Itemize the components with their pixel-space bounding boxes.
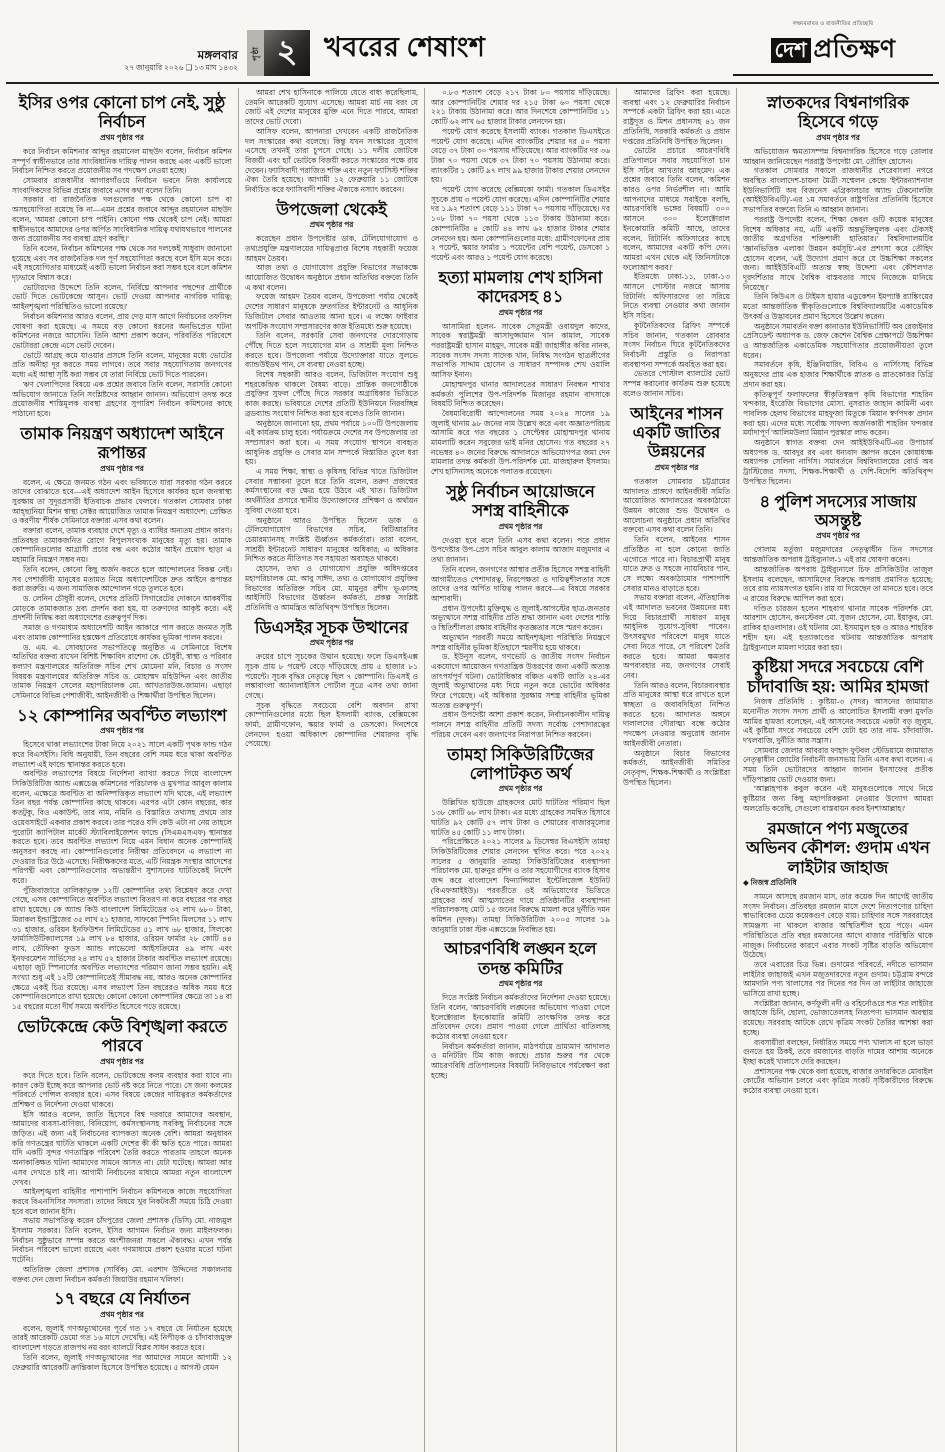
article-paragraph: সভায় বক্তারা বলেন, ঐতিহাসিক এই আদালত ভবনের উন্নয়নের মধ্য দিয়ে বিচারপ্রার্থী সাধারণ মানুষ আধুনিক সুযোগ-সুবিধা পাবেন। উৎসবমুখর পরিবেশে মানুষ যাতে সেবা নিতে পারে, সে পরিবেশ তৈরি করতে হবে। আমরা ক্ষমতার অপব্যবহার নয়, জনগণের সেবাই নেব। xyxy=(623,593,730,680)
article-paragraph: তিনি বলেন, সরকারি সেবা জনগণের দোরগোড়ায় পৌঁছে দিতে হলে সংযোগের মান ও সাশ্রয়ী মূল্য নিশ্চিত করতে হবে। উপজেলা পর্যায়ে উদ্যোক্তারা যাতে সুলভে ব্যান্ডউইডথ পান, সে ব্যবস্থা নেওয়া হচ্ছে। xyxy=(245,331,418,370)
article-paragraph: অনুষ্ঠানে বিচার বিভাগের কর্মকর্তা, আইনজীবী সমিতির নেতৃবৃন্দ, শিক্ষক-শিক্ষার্থী ও সংশ্লিষ্টরা উপস্থিত ছিলেন। xyxy=(623,748,730,787)
page-number-box xyxy=(264,30,310,76)
continued-label: প্রথম পৃষ্ঠার পর xyxy=(309,638,354,648)
article-headline: হত্যা মামলায় শেখ হাসিনা কাদেরসহ ৪১ xyxy=(438,267,603,307)
article-paragraph: ভোটারদের উদ্দেশে তিনি বলেন, 'নির্বিঘ্নে আপনার পছন্দের প্রার্থীকে ভোট দিতে ভোটকেন্দ্রে আসুন। ভোট দেওয়া আপনার নাগরিক দায়িত্ব; আইনশৃঙ্খলা পরিস্থিতিও ভালো রয়েছে।' xyxy=(12,282,232,312)
article-paragraph: আসামিরা হলেন- সাবেক সেতুমন্ত্রী ওবায়দুল কাদের, সাবেক স্বরাষ্ট্রমন্ত্রী আসাদুজ্জামান খান কামাল, সাবেক পররাষ্ট্রমন্ত্রী হাসান মাহমুদ, সাবেক মন্ত্রী জাহাঙ্গীর কবির নানক, সাবেক সংসদ সদস্য সাদেক খান, নিষিদ্ধ সংগঠন ছাত্রলীগের সভাপতি সাদ্দাম হোসেন ও সাধারণ সম্পাদক শেখ ওয়ালি আসিফ ইনান। xyxy=(431,321,610,380)
article-paragraph: করেছেন প্রধান উপদেষ্টার ডাক, টেলিযোগাযোগ ও তথ্যপ্রযুক্তি মন্ত্রণালয়ের দায়িত্বপ্রাপ্ত বিশেষ সহকারী ফয়েজ আহমদ তৈয়ব। xyxy=(245,234,418,263)
article xyxy=(12,1289,232,1372)
article-paragraph: গতকাল সোমবার সকালে রাজধানীর শেরেবাংলা নগরে অবস্থিত বাংলাদেশ-চায়না মৈত্রী সম্মেলন কেন্দ্রে 'ইন্টারন্যাশনাল ইউনিভার্সিটি অব বিজনেস এগ্রিকালচার অ্যান্ড টেকনোলজি (আইইউবিএটি)'-এর ১ম সমাবর্তনে রাষ্ট্রপতির প্রতিনিধি হিসেবে সভাপতির বক্তব্যে তিনি এ আহ্বান জানান। xyxy=(743,166,933,215)
article-paragraph: অভ্যুত্থান পরবর্তী সময়ে আইনশৃঙ্খলা পরিস্থিতি নিয়ন্ত্রণে সশস্ত্র বাহিনীর ভূমিকা ইতিহাসে স্মরণীয় হয়ে থাকবে। xyxy=(431,632,610,652)
continued-label: প্রথম পৃষ্ঠার পর xyxy=(100,1056,144,1066)
article xyxy=(12,706,232,1012)
article-paragraph: অনুষ্ঠানে জানানো হয়, প্রথম পর্যায়ে ১০০টি উপজেলায় এই কার্যক্রম চালু হবে। পর্যায়ক্রমে দেশের সব উপজেলায় তা সম্প্রসারণ করা হবে। এ সময় সংযোগ স্থাপনে ব্যবহৃত আধুনিক প্রযুক্তি ও সেবার মান সম্পর্কে বিস্তারিত তুলে ধরা হয়। xyxy=(245,418,418,467)
article-paragraph: সোমবার রাজধানীর আগারগাঁওয়ে নির্বাচন ভবনে নিজ কার্যালয়ে সাংবাদিকদের বিভিন্ন প্রশ্নের জবাবে এসব কথা বলেন তিনি। xyxy=(12,176,232,195)
article-paragraph: ঋণ খেলাপিদের বিষয়ে এক প্রশ্নের জবাবে তিনি বলেন, সরাসরি কোনো অভিযোগ জানাতে তিনি সংশ্লিষ্টদের আহ্বান জানান। অভিযোগ তদন্ত করে প্রয়োজনীয় শাস্তিমূলক ব্যবস্থা গ্রহণের সুপারিশ নির্বাচন কমিশনের কাছে পাঠানো হবে। xyxy=(12,379,232,418)
article-paragraph: কূটনৈতিকদের ব্রিফিং সম্পর্কে সচিব জানান, গতকাল রোববার সংসদ নির্বাচন ঘিরে কূটনৈতিকদের নির্বাচনী প্রস্তুতি ও নিরাপত্তা ব্যবস্থাপনা সম্পর্কে অবহিত করা হয়। xyxy=(623,320,730,369)
continued-label: প্রথম পৃষ্ঠার পর xyxy=(309,220,354,230)
continued-label: প্রথম পৃষ্ঠার পর xyxy=(100,132,144,142)
article-paragraph: উল্লিখিত হাউজে গ্রাহকদের মোট ঘাটতির পরিমাণ ছিল ১৩৮ কোটি ৬৮ লাখ টাকা। এর মধ্যে গ্রাহকের সমন্বিত হিসাবে ঘাটতি ৯২ কোটি ৫৭ লাখ টাকা ও শেয়ারের বাজারমূল্যের ঘাটতি ৪৫ কোটি ১১ লাখ টাকা। xyxy=(431,798,610,837)
article-headline: ভোটকেন্দ্রে কেউ বিশৃঙ্খলা করতে পারবে xyxy=(16,1016,228,1056)
article-paragraph: আসিফ বলেন, আপনারা দেখবেন একটি রাজনৈতিক দল সংস্কারের কথা বলেছে। কিন্তু যখন সংস্কারের সুযোগ এসেছে তখনই তারা চুপসে গেছে। ১১ দলীয় জোটকে বিজয়ী এবং হ্যাঁ ভোটকে বিজয়ী করতে সংস্কারের পক্ষে রায় দেবেন। ফ্যাসিবাদী পরাজিত শক্তি এবং নতুন ফ্যাসিস্ট শক্তির ঐক্য তৈরি হয়েছে। আগামী ১২ ফেব্রুয়ারি ১১ জোটকে নির্বাচিত করে ফ্যাসিবাদী শক্তির ঐক্যকে নস্যাৎ করবেন। xyxy=(245,126,418,195)
article-headline: আচরণবিধি লঙ্ঘন হলে তদন্ত কমিটির xyxy=(444,939,597,978)
column-5 xyxy=(736,88,939,1452)
article-headline: সুষ্ঠু নির্বাচন আয়োজনে সশস্ত্র বাহিনীকে xyxy=(446,481,595,521)
article-paragraph: তিনি কিউএস ও টাইমস হায়ার এডুকেশন ইমপ্যাক্ট র‍্যাঙ্কিংয়ের মতো আন্তর্জাতিক স্বীকৃতিগুলোকে বিশ্ববিদ্যালয়টির একাডেমিক উৎকর্ষ ও উদ্ভাবনের প্রমাণ হিসেবে উল্লেখ করেন। xyxy=(743,292,933,321)
article-paragraph: ফয়েজ আহমদ তৈয়ব বলেন, উপজেলা পর্যায় থেকেই দেশের সাধারণ মানুষকে দ্রুতগতির ইন্টারনেট ও আধুনিক ডিজিটাল সেবার আওতায় আনা হবে। এ লক্ষ্যে ফাইবার অপটিক সংযোগ সম্প্রসারণের কাজ ইতিমধ্যে শুরু হয়েছে। xyxy=(245,292,418,331)
article-paragraph: অবণ্টিত লভ্যাংশের বিষয়ে নির্দেশনা ব্যাখ্যা করতে গিয়ে বাংলাদেশ সিকিউরিটিজ অ্যান্ড এক্সচেঞ্জ কমিশনের পরিচালক ও মুখপাত্র আবুল কালাম বলেন, এক্ষেত্রে অবণ্টিত বা অনিষ্পত্তিকৃত লভ্যাংশ যদি থাকে, এই লভ্যাংশ তিন বছর পর্যন্ত কোম্পানির কাছে থাকবে। এরপর এটা কোন বছরের, কার কতটুকু, বিও একাউন্ট, তার নাম, নমিনি ও বিস্তারিত তথ্যসহ প্রথমে তার ওয়েবসাইটে একবার প্রকাশ করবে। তার পরেও যদি কেউ এটা না নেয় তাহলে পুরোটা ক্যাপিটাল মার্কেট স্ট্যাবিলাইজেশন ফান্ডে (সিএমএসএফ) স্থানান্তর করতে হবে। তবে অবণ্টিত লভ্যাংশ নিয়ে এমন বিধান অনেক কোম্পানিই অনুসরণ করছে না। কোম্পানিগুলোর নিরীক্ষা প্রতিবেদনে এ লভ্যাংশ না দেওয়ার চিত্র উঠে এসেছে। নিরীক্ষকদের মতে, এটি নিয়ন্ত্রক সংস্থার আদেশের পরিপন্থী এবং কোম্পানিগুলোর অভ্যন্তরীণ সুশাসনের ঘাটতিকেই নির্দেশ করে। xyxy=(12,769,232,886)
page-word-strip xyxy=(247,30,264,76)
logo-underline xyxy=(733,74,933,76)
date-block xyxy=(118,48,238,72)
article-paragraph: এ সময় শিক্ষা, স্বাস্থ্য ও কৃষিসহ বিভিন্ন খাতে ডিজিটাল সেবার সম্ভাবনা তুলে ধরে তিনি বলেন, তরুণ প্রজন্মের কর্মসংস্থানের বড় ক্ষেত্র হয়ে উঠবে এই খাত। ডিজিটাল অর্থনীতির প্রসারে স্থানীয় উদ্যোক্তাদের প্রশিক্ষণ ও অর্থায়ন সুবিধা দেওয়া হবে। xyxy=(245,467,418,515)
article-paragraph: ০.৮৩ শতাংশ বেড়ে ২১৭ টাকা ৮০ পয়সায় দাঁড়িয়েছে। আর কোম্পানিটির শেয়ার দর ২১৫ টাকা ৬০ পয়সা থেকে ২২১ টাকায় উঠানামা করে। আর দিনশেষে কোম্পানিটির ১১ কোটি ৬২ লাখ ৬৫ হাজার টাকার লেনদেন হয়। xyxy=(431,88,610,127)
article-paragraph: হিসেবে থাকা লভ্যাংশের টাকা নিয়ে ২০২১ সালে একটি পৃথক ফান্ড গঠন করে বিএসইসি। বিধি অনুযায়ী, তিন বছরের বেশি সময় ধরে থাকা অবণ্টিত লভ্যাংশ এই ফান্ডে স্থানান্তর করতে হবে। xyxy=(12,740,232,769)
article-headline: রমজানে পণ্য মজুতের অভিনব কৌশল: গুদাম এখন লাইটার জাহাজ xyxy=(746,818,930,877)
article-paragraph: সামনে আসছে রমজান মাস, তার কয়েক দিন আগেই জাতীয় সংসদ নির্বাচন। প্রতিবছর রমজান মাসে দেশে নিত্যপণ্যের চাহিদা স্বাভাবিকের চেয়ে কয়েকগুণ বেড়ে যায়। চাহিদার সঙ্গে সরবরাহের সামঞ্জস্য না থাকলে বাজার অস্থিতিশীল হয়ে পড়ে। এমন পরিস্থিতিতে প্রতি বছর রমজানের আগে বাজার পরিস্থিতি থাকে নাজুক। নির্বাচনের কারণে এবার সংকট সৃষ্টির বাড়তি অভিযোগ উঠেছে। xyxy=(743,892,933,960)
logo-tagline: লক্ষ্যবরাবর ও রাজনীতির প্রতিচ্ছবি xyxy=(792,21,874,27)
continued-label: প্রথম পৃষ্ঠার পর xyxy=(100,463,144,473)
article xyxy=(743,93,933,487)
article-headline: তামহা সিকিউরিটিজের লোপাটকৃত অর্থ xyxy=(447,744,594,784)
continued-label: প্রথম পৃষ্ঠার পর xyxy=(100,1309,144,1319)
article-paragraph: আজ তথ্য ও যোগাযোগ প্রযুক্তি বিভাগের সভাকক্ষে আয়োজিত উদ্বোধন অনুষ্ঠানে প্রধান অতিথির বক্তব্যে তিনি এ কথা বলেন। xyxy=(245,263,418,292)
article-paragraph: দিতে সংশ্লিষ্ট নির্বাচন কর্মকর্তাদের নির্দেশনা দেওয়া হয়েছে। তিনি বলেন, 'আচরণবিধি লঙ্ঘনের অভিযোগ পাওয়া গেলে ইলেক্টোরাল ইনকোয়ারি কমিটি তাৎক্ষণিক তদন্ত করে প্রতিবেদন দেবে। প্রমাণ পাওয়া গেলে প্রার্থিতা বাতিলসহ কঠোর ব্যবস্থা নেওয়া হবে।' xyxy=(431,993,610,1042)
article-paragraph: নিজস্ব প্রতিনিধি : কুষ্টিয়া-৩ (সদর) আসনের জামায়াত মনোনীত সংসদ সদস্য প্রার্থী ও আলোচিত ইসলামী বক্তা মুফতি আমির হামজা বলেছেন, এই আসনের সবচেয়ে একটা বড় জুলুম, এই কুষ্টিয়া সদরে সবচেয়ে বেশি যেটা হয় তার নাম- চাঁদাবাজি-দখলবাজি, দুর্নীতি আর সন্ত্রাস। xyxy=(743,697,933,745)
article-paragraph: বক্তারা বলেন, তামাক ব্যবহার দেশে মৃত্যু ও ব্যাধির অন্যতম প্রধান কারণ। প্রতিবছর তামাকজনিত রোগে বিপুলসংখ্যক মানুষের মৃত্যু হয়। তামাক কোম্পানিগুলোর আগ্রাসী প্রচার বন্ধ এবং কঠোর আইন প্রয়োগ ছাড়া এ মহামারি নিয়ন্ত্রণ সম্ভব নয়। xyxy=(12,526,232,565)
continued-label: প্রথম পৃষ্ঠার পর xyxy=(498,784,543,794)
article-paragraph: তিনি আরও বলেন, বিচারব্যবস্থার প্রতি মানুষের আস্থা ধরে রাখতে হলে স্বচ্ছতা ও জবাবদিহিতা নিশ্চিত করতে হবে। আদালত অঙ্গনে দালালদের দৌরাত্ম্য বন্ধে কঠোর পদক্ষেপ নেওয়ার অনুরোধ জানান আইনজীবী নেতারা। xyxy=(623,680,730,748)
article-paragraph: অভিযোজন ক্ষমতাসম্পন্ন বিশ্বনাগরিক হিসেবে গড়ে তোলার আহ্বান জানিয়েছেন পররাষ্ট্র উপদেষ্টা মো. তৌহিদ হোসেন। xyxy=(743,146,933,166)
article-paragraph: ড. লেনিন চৌধুরী বলেন, দেশের প্রতিটি সিগারেটের দোকানে আকর্ষণীয় মোড়কে তামাকজাত দ্রব্য প্রদর্শন করা হয়, যা তরুণদের আকৃষ্ট করে। এই প্রদর্শনী নিষিদ্ধ করা অধ্যাদেশের গুরুত্বপূর্ণ দিক। xyxy=(12,594,232,623)
columns xyxy=(6,88,939,1452)
section-title: খবরের শেষাংশ xyxy=(324,32,486,62)
article-paragraph: বিশেষ সহকারী আরও বলেন, ডিজিটাল সংযোগ শুধু শহরকেন্দ্রিক থাকলে বৈষম্য বাড়ে। প্রান্তিক জনগোষ্ঠীকে প্রযুক্তির সুফল পৌঁছে দিতে সরকার অগ্রাধিকার ভিত্তিতে কাজ করছে। ভবিষ্যতে দেশের প্রতিটি ইউনিয়নে নিরবচ্ছিন্ন ব্রডব্যান্ড সংযোগ নিশ্চিত করা হবে বলেও তিনি জানান। xyxy=(245,370,418,418)
article xyxy=(743,492,933,653)
article-headline: উপজেলা থেকেই xyxy=(276,199,387,219)
article xyxy=(623,404,730,788)
article-paragraph: প্রশাসনের পক্ষ থেকে বলা হয়েছে, বাজার তদারকিতে মোবাইল কোর্টের অভিযান চলবে এবং কৃত্রিম সংকট সৃষ্টিকারীদের বিরুদ্ধে কঠোর ব্যবস্থা নেওয়া হবে। xyxy=(743,1066,933,1096)
article-paragraph: তিনি বলেন, নির্বাচন কমিশনের পক্ষ থেকে সব দলকেই সাধুবাদ জানানো হয়েছে এবং সব রাজনৈতিক দল পূর্ণ সহযোগিতা করছে বলে ইসি মনে করে। এই সহযোগিতার মাধ্যমেই একটি ভালো নির্বাচন করা সম্ভব হবে বলে কমিশন দৃঢ়ভাবে বিশ্বাস করে। xyxy=(12,243,232,283)
article-headline: আইনের শাসন একটি জাতির উন্নয়নের xyxy=(630,403,723,462)
article xyxy=(431,482,610,740)
page-number: ২ xyxy=(276,33,298,69)
article xyxy=(431,745,610,935)
column-2 xyxy=(238,88,424,1452)
newspaper-logo xyxy=(733,21,933,76)
article-headline: ৪ পুলিশ সদস্যের সাজায় অসন্তুষ্ট xyxy=(759,491,917,531)
article-paragraph: ইসি আরও বলেন, জাতি হিসেবে বিশ্ব দরবারে আমাদের অবস্থান, আমাদের ব্যবসা-বাণিজ্য, বিনিয়োগ, কর্মসংস্থানসহ সবকিছু নির্বাচনের সঙ্গে জড়িত। এই জন্য এই নির্বাচনের ব্যাপকতা অনেক বেশি। আমরা অনুধাবন করি গণতন্ত্রের ঘাটতি থাকলে একটি দেশের কী কী ক্ষতি হতে পারে। আমরা যদি একটি সুন্দর গণতান্ত্রিক পরিবেশ তৈরি করতে পারতাম তাহলে অনেক অনাকাঙ্ক্ষিত ঘটনা আমাদের সামনে আসত না। যেটা ঘটেছে। আমরা আর এসব দেখতে চাই না। আগামী নির্বাচনের মাধ্যমে আমরা নতুন বাংলাদেশ দেখব। xyxy=(12,1109,232,1187)
article xyxy=(431,268,610,477)
article xyxy=(431,939,610,1080)
continued-label: প্রথম পৃষ্ঠার পর xyxy=(498,979,543,989)
continued-label: প্রথম পৃষ্ঠার পর xyxy=(100,726,144,736)
byline: ◆ নিজস্ব প্রতিনিধি xyxy=(743,878,797,887)
column-4 xyxy=(616,88,736,1452)
page-header xyxy=(0,21,945,78)
article xyxy=(623,88,730,399)
article-headline: তামাক নিয়ন্ত্রণ অধ্যাদেশ আইনে রূপান্তর xyxy=(20,423,224,463)
article xyxy=(743,819,933,1096)
article-paragraph: সরকার বা রাজনৈতিক দলগুলোর পক্ষ থেকে কোনো চাপ বা অসহযোগিতা রয়েছে কি না—এমন প্রশ্নের জবাবে আব্দুর রহমানেল মাছউদ বলেন, 'আমরা কোনো চাপ পাইনি। কোনো পক্ষ থেকেই চাপ নেই। আমরা স্বাধীনভাবে আমাদের ওপর অর্পিত সাংবিধানিক দায়িত্ব যথাযথভাবে পালনের জন্য প্রয়োজনীয় সব ব্যবস্থা গ্রহণ করছি।' xyxy=(12,195,232,244)
continued-label: প্রথম পৃষ্ঠার পর xyxy=(816,132,860,142)
article-paragraph: ভোটের প্রচারে আচরণবিধি প্রতিপালনে সবার সহযোগিতা চান ইসি সচিব আখতার আহমেদ। এক প্রশ্নের জবাবে তিনি বলেন, 'কমিশন কারও ওপর নির্ভরশীল না। আমি আপনাদের মাধ্যমে সবাইকে বলছি, আচরণবিধি ভঙ্গের বিষয়টি ৩০০ আসনে ৩০০ ইলেক্টোরাল ইনকোয়ারি কমিটি আছে, তাদের বলেন, রিটার্নিং অফিসারের কাছে বলেন, আমাদের একটি কপি দেন। আমরা এখন থেকে এই জিনিসটাকে ফলোআপ করব।' xyxy=(623,146,730,272)
article-paragraph: পুঁজিবাজারে তালিকাভুক্ত ১২টি কোম্পানির তথ্য বিশ্লেষণ করে দেখা গেছে, এসব কোম্পানিতে অবণ্টিত লভ্যাংশ বিতরণ না করে বছরের পর বছর রাখা হয়েছে। কে অ্যান্ড কিউ বাংলাদেশ লিমিটেডের ৩২ লাখ ৬৮০ টাকা, মিরাকল ইন্ডাস্ট্রিজের ৩৫ লাখ ২১ হাজার, সাফকো স্পিনিং মিলসের ১১ লাখ ৩১ হাজার, ওরিয়ন ইনফিউশন লিমিটেডের ৫১ লাখ ৬৮ হাজার, সিলকো ফার্মাসিউটিক্যালসের ১৯ লাখ ৮৪ হাজার, ওরিয়ন ফার্মার ২৮ কোটি ৪৪ লাখ, তৌফিকা ফুডস অ্যান্ড লাভেলো আইসক্রিমের ৪৯ লাখ এবং ইনফরমেশন সার্ভিসের ২৪ লাখ ৫২ হাজার টাকার অবণ্টিত লভ্যাংশ রয়েছে। এছাড়া জুট স্পিনার্সের অবণ্টিত লভ্যাংশের পরিমাণ জানা সম্ভব হয়নি। এই সংখ্যা শুধু এই ১২টি কোম্পানিতেই সীমাবদ্ধ নয়, আরও অনেক কোম্পানির ক্ষেত্রে একই চিত্র রয়েছে। এসব লভ্যাংশ তিন বছরেরও অধিক সময় ধরে কোম্পানিগুলোতে রাখা হয়েছে। কোনো কোনো কোম্পানির ক্ষেত্রে তা ১৪ বা ১৫ বছরের মতো দীর্ঘ সময়ে অবণ্টিত হিসেবে পড়ে রয়েছে। xyxy=(12,885,232,1012)
article-paragraph: বৈষম্যবিরোধী আন্দোলনের সময় ২০২৪ সালের ১৯ জুলাই থানায় ৯৮ জনের নাম উল্লেখ করে এবং অজ্ঞাতপরিচয় আসামি করে গত বছরের ১ সেপ্টেম্বর মোহাম্মদপুর থানায় মামলাটি করেন সবুজের ভাই মনির হোসেন। গত বছরের ২৭ নভেম্বর ৪০ জনের বিরুদ্ধে আদালতে অভিযোগপত্র জমা দেন মামলার তদন্ত কর্মকর্তা উপ-পরিদর্শক মো. মাজহারুল ইসলাম। শেখ হাসিনাসহ অনেকে পলাতক রয়েছেন। xyxy=(431,408,610,477)
article-paragraph: ক্রয়ের চাপে সূচকের উত্থান হয়েছে। ফলে ডিএসইএক্স সূচক প্রায় ৮ পয়েন্ট বেড়ে দাঁড়িয়েছে প্রায় ৫ হাজার ৮১ পয়েন্টে। সূচক বৃদ্ধির নেতৃত্বে ছিল ৭ কোম্পানি। ডিএসই ও লঙ্কাবাংলা অ্যানালাইসিস পোর্টাল সূত্রে এসব তথ্য জানা গেছে। xyxy=(245,652,418,700)
article xyxy=(12,424,232,701)
article-paragraph: অনুষ্ঠানে সমাবর্তন বক্তা কানাডার ইউনিভার্সিটি অব রেজইনার প্রেসিডেন্ট অধ্যাপক ড. জেফ কেশেন বৈশ্বিক প্রেক্ষাপটে উচ্চশিক্ষা ও আন্তর্জাতিক একাডেমিক সহযোগিতার প্রয়োজনীয়তা তুলে ধরেন। xyxy=(743,321,933,360)
article-headline: ডিএসইর সূচক উত্থানের xyxy=(254,617,409,637)
logo-word-box: দেশ xyxy=(771,38,811,63)
article-paragraph: সমাজ ও গণমাধ্যম অধ্যাদেশটি আইন আকারে পাস করতে জনমত সৃষ্টি এবং তামাক কোম্পানির হস্তক্ষেপ প্রতিরোধে কার্যকর ভূমিকা পালন করবে। xyxy=(12,623,232,642)
article-paragraph: সমাবর্তনে কৃষি, ইঞ্জিনিয়ারিং, বিবিএ ও নার্সিংসহ বিভিন্ন অনুষদের প্রায় এক হাজার শিক্ষার্থীকে স্নাতক ও স্নাতকোত্তর ডিগ্রি প্রদান করা হয়। xyxy=(743,360,933,389)
article-paragraph: পয়েন্ট যোগ করেছে ইসলামী ব্যাংক। গতকাল ডিএসইতে পয়েন্ট যোগ করেছে। এদিন ব্যাংকটির শেয়ার দর ৫০ পয়সা বেড়ে ৩৭ টাকা ৩০ পয়সায় দাঁড়িয়েছে। আর ব্যাংকটির দর ৩৬ টাকা ৭০ পয়সা থেকে ৩৭ টাকা ৭০ পয়সায় উঠানামা করে। ব্যাংকটির ১ কোটি ৯৭ লাখ ৯৯ হাজার টাকার শেয়ার লেনদেন হয়। xyxy=(431,126,610,185)
article-headline: কুষ্টিয়া সদরে সবচেয়ে বেশি চাঁদাবাজি হয়: আমির হামজা xyxy=(747,657,929,696)
article xyxy=(743,657,933,813)
article-headline: ১২ কোম্পানির অবণ্টিত লভ্যাংশ xyxy=(17,705,227,725)
article-paragraph: তবে এবারের চিত্র ভিন্ন। গুদামের পরিবর্তে, নদীতে ভাসমান লাইটার জাহাজই এখন মজুতদারদের নতুন গুদাম। চট্টগ্রাম বন্দরে আমদানি পণ্য খালাসের পর দিনের পর দিন তা লাইটার জাহাজে ভাসিয়ে রাখা হচ্ছে। xyxy=(743,959,933,999)
article-paragraph: বলেন, এ ক্ষেত্রে জনমত গঠন এবং ভবিষ্যতে যারা সরকার গঠন করবে তাদের বোঝাতে হবে—এই অধ্যাদেশ আইন হিসেবে কার্যকর হলে জনস্বাস্থ্য সুরক্ষায় তা সুদূরপ্রসারী ইতিবাচক প্রভাব ফেলবে। গতকাল সোমবার ঢাকা আহ্ছানিয়া মিশন স্বাস্থ্য সেক্টর আয়োজিত 'তামাক নিয়ন্ত্রণ অধ্যাদেশ: প্রেক্ষিত ও করণীয়' শীর্ষক সেমিনারে বক্তারা এসব কথা বলেন। xyxy=(12,477,232,526)
article-paragraph: দণ্ডিত চারজন হলেন শাহবাগ থানার সাবেক পরিদর্শক মো. আরশাদ হোসেন, কনস্টেবল মো. সুজন হোসেন, মো. ইয়াকুব, মো. রাকিব হাওলাদার। ওই ঘটনায় মো. ইসমামুল হক ও আরও শাহরিক শহীদ হন। এই হত্যাকাণ্ডের ঘটনায় আন্তর্জাতিক অপরাধ ট্রাইব্যুনালে মামলা দায়ের করা হয়। xyxy=(743,603,933,652)
article-paragraph: তিনি বলেন, আইনের শাসন প্রতিষ্ঠিত না হলে কোনো জাতি এগোতে পারে না। বিচারপ্রার্থী মানুষ যাতে দ্রুত ও সহজে ন্যায়বিচার পান, সে লক্ষ্যে অবকাঠামোর পাশাপাশি সেবার মানও বাড়াতে হবে। xyxy=(623,535,730,593)
article-paragraph: আমাদের ব্রিফিং করা হয়েছে। ব্যবস্থা এবং ১২ ফেব্রুয়ারির নির্বাচন সম্পর্কে একটা ব্রিফিং করা হয়। এতে রাষ্ট্রদূত ও মিশন প্রধানসহ ৪১ জন প্রতিনিধি, সরকারি কর্মকর্তা ও প্রধান দপ্তরের প্রতিনিধি উপস্থিত ছিলেন। xyxy=(623,88,730,146)
column-3 xyxy=(424,88,616,1452)
continued-label: প্রথম পৃষ্ঠার পর xyxy=(816,531,860,541)
article-paragraph: সোমবার জেলার আবরার ফাহাদ ফুটবল স্টেডিয়ামে জামায়াত নেতৃত্বাধীন জোটের নির্বাচনী জনসভায় তিনি এসব কথা বলেন। এ সময় তিনি ভোটারদের আহ্বান জানান ইনসাফের প্রতীক দাঁড়িপাল্লায় ভোট দেওয়ার জন্য। xyxy=(743,745,933,784)
date-line: ২৭ জানুয়ারি ২০২৬ ❑ ১৩ মাঘ ১৪৩২ xyxy=(124,62,238,72)
article-headline: ইসির ওপর কোনো চাপ নেই, সুষ্ঠু নির্বাচন xyxy=(18,93,226,132)
article-paragraph: করে দিতে হবে। তিনি বলেন, ভোটকেন্দ্রে কলম ব্যবহার করা যাবে না। কারণ কেউ ইচ্ছে করে আপনার ভোট নষ্ট করে নিতে পারে। সে জন্য কলমের পরিবর্তে পেন্সিল ব্যবহার হবে। এসব বিষয়ে কেন্দ্রের দায়িত্বরত কর্মকর্তাদের প্রশিক্ষণ ও নির্দেশনা দেওয়া থাকবে। xyxy=(12,1070,232,1109)
header-rule xyxy=(6,82,939,84)
article xyxy=(245,200,418,613)
article-paragraph: সূচক বৃদ্ধিতে সবচেয়ে বেশি অবদান রাখা কোম্পানিগুলোর মধ্যে ছিল ইসলামী ব্যাংক, বেক্সিমকো ফার্মা, গ্রামীণফোন, স্কয়ার ফার্মা ও ডেসকো। দিনশেষে লেনদেন হওয়া অধিকাংশ কোম্পানির শেয়ারদর বৃদ্ধি পেয়েছে। xyxy=(245,700,418,749)
article-headline: স্নাতকদের বিশ্বনাগরিক হিসেবে গড়ে xyxy=(767,93,909,132)
article-paragraph: তিনি বলেন, জনগণের আস্থার প্রতীক হিসেবে সশস্ত্র বাহিনী আগামীতেও পেশাদারত্ব, নিরপেক্ষতা ও দায়িত্বশীলতার সঙ্গে তাদের ওপর অর্পিত দায়িত্ব পালন করবে—এ বিষয়ে সরকার আশাবাদী। xyxy=(431,564,610,603)
article-paragraph: ভোটে আগ্রহ কমে যাওয়ার প্রসঙ্গে তিনি বলেন, মানুষের মধ্যে ভোটের প্রতি অনীহা দূর করতে সময় লাগবে। তবে সবার সহযোগিতায় জনগণের মধ্যে এই আস্থা সৃষ্টি করা সম্ভব যে তারা নির্বিঘ্নে ভোট দিতে পারবেন। xyxy=(12,350,232,380)
article xyxy=(12,93,232,419)
page-word-label: পৃষ্ঠা xyxy=(251,45,260,61)
article-paragraph: ইতিমধ্যে ঢাকা-১১, ঢাকা-১৩ আসনে পোস্টার নজরে আসায় রিটার্নিং অফিসারদের তা সরিয়ে নিতে ব্যবস্থা নেওয়ার কথা জানান ইসি সচিব। xyxy=(623,272,730,321)
article-paragraph: 'আল্লাহপাক কবুল করেন এই মানুষগুলোকে সাথে নিয়ে কুষ্টিয়ার জন্য কিছু মহাপরিকল্পনা নেওয়ার উদ্যোগ আমরা অলরেডি করেছি, সেগুলো বাস্তবায়ন করব ইনশাআল্লাহ।' xyxy=(743,784,933,813)
article-paragraph: অনুষ্ঠানে স্বাগত বক্তব্য দেন আইইউবিএটি-এর উপাচার্য অধ্যাপক ড. আবদুর রব এবং ধন্যবাদ জ্ঞাপন করেন কোষাধ্যক্ষ অধ্যাপক সেলিনা নার্গিস। সমাবর্তনে বিশ্ববিদ্যালয়ের বোর্ড অব ট্রাস্টিজের সদস্য, শিক্ষক-শিক্ষার্থী ও দেশি-বিদেশি অতিথিবৃন্দ উপস্থিত ছিলেন। xyxy=(743,438,933,486)
article-paragraph: করে নির্বাচন কমিশনার আব্দুর রহমানেল মাছউদ বলেন, নির্বাচন কমিশন সম্পূর্ণ স্বাধীনভাবে তার সাংবিধানিক দায়িত্ব পালন করছে এবং একটি ভালো নির্বাচন নিশ্চিত করতে প্রয়োজনীয় সব পদক্ষেপ নেওয়া হচ্ছে। xyxy=(12,146,232,176)
article-paragraph: বলেন, জুলাই গণঅভ্যুত্থানের পূর্বে গত ১৭ বছরে যে নির্যাতন হয়েছে তারই আরেকটি ডেমো গত ১৬ মাসে দেখেছি। এই নিপীড়ক ও চাঁদাবাজমুক্ত বাংলাদেশ গড়তে রাজপথ নয় বরং ব্যালটে বিপ্লব সাধন করতে হবে। xyxy=(12,1323,232,1353)
article-paragraph: গতকাল সোমবার চট্টগ্রামের আদালত প্রাঙ্গণে আইনজীবী সমিতি আয়োজিত আদালতের অবকাঠামো উন্নয়ন কাজের শুভ উদ্বোধন ও আলোচনা অনুষ্ঠানে প্রধান অতিথির বক্তব্যে এসব কথা বলেন তিনি। xyxy=(623,476,730,535)
article-paragraph: ভেতরে পোস্টাল ব্যালটের ভোট সম্পন্ন করানোর কার্যক্রম শুরু হয়েছে বলেও জানান সচিব। xyxy=(623,369,730,398)
article-paragraph: সংশ্লিষ্টরা জানান, কর্ণফুলী নদী ও বহির্নোঙরে শত শত লাইটার জাহাজে চিনি, ছোলা, ভোজ্যতেলসহ নিত্যপণ্য ভাসমান অবস্থায় রয়েছে। সরবরাহ আটকে রেখে কৃত্রিম সংকট তৈরির আশঙ্কা করা হচ্ছে। xyxy=(743,998,933,1037)
article xyxy=(245,88,418,195)
article-paragraph: কৃতিত্বপূর্ণ ফলাফলের স্বীকৃতিস্বরূপ কৃষি বিভাগের শাহরিন খন্দকার, ইংরেজি বিভাগের মোসা. নুসরাত জাহান কামিনী এবং পাবলিক হেলথ বিভাগের মাহফুজা মিতুকে 'মিয়ান স্বর্ণপদক' প্রদান করা হয়। এদের মধ্যে সর্বোচ্চ সাফল্য অর্জনকারী শাহরিন খন্দকার মর্যাদাপূর্ণ 'আলিমউল্যা মিয়ান পুরস্কার' লাভ করেন। xyxy=(743,389,933,438)
article-paragraph: আন্তর্জাতিক অপরাধ ট্রাইব্যুনালে চিফ প্রসিকিউটর তাজুল ইসলাম বলেছেন, আসামিদের বিরুদ্ধে অপরাধ প্রমাণিত হয়েছে; তবে রায় ন্যায়সংগত হয়নি। রায় যা দিয়েছেন তা মানতে হবে। তবে এ রায়ের বিরুদ্ধে আপিল করা হবে। xyxy=(743,564,933,603)
article-paragraph: আমরা শেখ হাসিনাকে পালিয়ে যেতে বাধ্য করেছিলাম, তেমনি আরেকটি সুযোগ এসেছে। আমরা মার্চ নয় বরং যে জোট এই দেশের মানুষের মুক্তি এনে দিতে পারবে, আমরা তাদের ভোট দেবো। xyxy=(245,88,418,127)
continued-label: প্রথম পৃষ্ঠার পর xyxy=(498,307,543,317)
article-paragraph: গোলাম মর্তুজা মজুমদারের নেতৃত্বাধীন তিন সদস্যের আন্তর্জাতিক অপরাধ ট্রাইব্যুনাল-১ এই রায় ঘোষণা করেন। xyxy=(743,545,933,565)
article-paragraph: প্রধান উপদেষ্টা আশা প্রকাশ করেন, নির্বাচনকালীন দায়িত্ব পালনে সশস্ত্র বাহিনীর প্রতিটি সদস্য সর্বোচ্চ পেশাদারত্বের পরিচয় দেবেন এবং জনগণের নিরাপত্তা নিশ্চিত করবেন। xyxy=(431,710,610,739)
weekday-label: মঙ্গলবার xyxy=(197,47,238,62)
article-paragraph: পররাষ্ট্র উপদেষ্টা বলেন, 'শিক্ষা কেবল গুটি কয়েক মানুষের বিশেষ অধিকার নয়, এটি একটি অন্তর্ভুক্তিমূলক এবং টেকসই জাতীয় অগ্রগতির শক্তিশালী হাতিয়ার।' বিশ্ববিদ্যালয়টির 'জ্ঞানভিত্তিক এলাকা উন্নয়ন কর্মসূচি'-এর প্রশংসা করে তৌহিদ হোসেন বলেন, 'এই উদ্যোগ প্রমাণ করে যে উচ্চশিক্ষা সকলের জন্য। আইইউবিএটি অত্যন্ত স্বচ্ছ উদ্দেশ্য এবং কৌশলগত দূরদর্শিতার সাথে বৈশ্বিক বাস্তবতার সাথে নিজেকে মানিয়ে নিয়েছে।' xyxy=(743,214,933,292)
logo-word-rest: প্রতিক্ষণ xyxy=(813,36,896,63)
article-headline: ১৭ বছরে যে নির্যাতন xyxy=(54,1289,190,1309)
article-paragraph: অতিরিক্ত জেলা প্রশাসক (সার্বিক) মো. এরশাদ উদ্দিনের সঞ্চালনায় বক্তব্য দেন জেলা নির্বাচন কর্মকর্তা জিয়াউর রহমান খলিফা। xyxy=(12,1264,232,1284)
article-paragraph: নির্বাচন কর্মকর্তারা জানান, মাঠপর্যায়ে ভ্রাম্যমাণ আদালত ও মনিটরিং টিম কাজ করছে। প্রচার শুরুর পর থেকে আচরণবিধি প্রতিপালনের বিষয়টি নিবিড়ভাবে পর্যবেক্ষণ করা হচ্ছে। xyxy=(431,1041,610,1080)
continued-label: প্রথম পৃষ্ঠার পর xyxy=(654,462,699,472)
article xyxy=(245,618,418,750)
article-paragraph: ড. এম. এ. সোবহানের সভাপতিত্বে অনুষ্ঠিত এ সেমিনারে বিশেষ অতিথির বক্তব্য রাখেন বিশিষ্ট শিক্ষাবিদ রাশেদা কে. চৌধুরী, স্বাস্থ্য ও পরিবার কল্যাণ মন্ত্রণালয়ের অতিরিক্ত সচিব শেখ মোমেনা মনি, বিচার ও সংসদ বিষয়ক মন্ত্রণালয়ের অতিরিক্ত সচিব ড. মোহাম্মদ মহিউদ্দিন এবং জাতীয় তামাক নিয়ন্ত্রণ সেলের মহাপরিচালক মো. আখতারউজ-জামান। এছাড়া সেমিনারে বিভিন্ন পেশাজীবী, আইনজীবী ও শিক্ষার্থীরা উপস্থিত ছিলেন। xyxy=(12,642,232,701)
article-paragraph: সভায় সভাপতিত্ব করেন চাঁদপুরের জেলা প্রশাসক (ডিসি) মো. নাজমুল ইসলাম সরকার। তিনি বলেন, ইসির আগমন নির্বাচন জন্য মাইলফলক। নির্বাচন সুষ্ঠুভাবে সম্পন্ন করতে অংশীজনরা সকলে ঐক্যবদ্ধ। এখন পর্যন্ত নির্বাচন পরিবেশ ভালো রয়েছে এবং গণমাধ্যমে প্রকাশ হওয়ার মতো ঘটনা ঘটেনি। xyxy=(12,1216,232,1265)
article-paragraph: ব্যবসায়ীরা বলছেন, নির্ধারিত সময়ে পণ্য খালাস না হলে ভাড়া গুনতে হয় ঠিকই, তবে রমজানের বাড়তি দামের আশায় অনেকে ইচ্ছা করেই খালাসে দেরি করছেন। xyxy=(743,1037,933,1066)
article-paragraph: পয়েন্ট যোগ করেছে বেক্সিমকো ফার্মা। গতকাল ডিএসইর সূচকে প্রায় ৩ পয়েন্ট যোগ করেছে। এদিন কোম্পানিটির শেয়ার দর ১.৯২ শতাংশ বেড়ে ১১১ টাকা ৭০ পয়সায় দাঁড়িয়েছে। দর ১০৮ টাকা ৭০ পয়সা থেকে ১১৩ টাকায় উঠানামা করে। কোম্পানিটির ৪ কোটি ৪৪ লাখ ৬২ হাজার টাকার শেয়ার লেনদেন হয়। অন্য কোম্পানিগুলোর মধ্যে: গ্রামীণফোনের প্রায় ২ পয়েন্ট, স্কয়ার ফার্মার ১ পয়েন্টের বেশি পয়েন্ট, ডেসকো ১ পয়েন্ট এবং আরও ১ পয়েন্ট যোগ করেছে। xyxy=(431,185,610,262)
article-paragraph: পরিপ্রেক্ষিতে ২০২১ সালের ৯ ডিসেম্বর বিএসইসি তামহা সিকিউরিটিজের শেয়ার লেনদেন স্থগিত করে। পরে ২০২২ সালের ৫ জানুয়ারি তামহা সিকিউরিটিজের ব্যবস্থাপনা পরিচালক মো. হারুনুর রশিদ ও তার সহযোগীদের ব্যাংক হিসাব জব্দ করে বাংলাদেশ ফিন্যান্সিয়াল ইন্টেলিজেন্স ইউনিট (বিএফআইইউ)। পরবর্তীতে ওই অভিযোগের ভিত্তিতে গ্রাহকের অর্থ আত্মসাতের দায়ে প্রতিষ্ঠানটির ব্যবস্থাপনা পরিচালকসহ মোট ১৫ জনের বিরুদ্ধে মামলা করে দুর্নীতি দমন কমিশন (দুদক)। তামহা সিকিউরিটিজ ২০০৫ সালের ১৯ জানুয়ারি ঢাকা স্টক এক্সচেঞ্জে নিবন্ধিত হয়। xyxy=(431,837,610,934)
article-paragraph: ড. ইউনূস বলেন, গণভোট ও জাতীয় সংসদ নির্বাচন একযোগে আয়োজন গণতান্ত্রিক উত্তরণের জন্য একটি অত্যন্ত তাৎপর্যপূর্ণ ঘটনা। ভোটাধিকার বঞ্চিত একটি জাতি ২৪-এর জুলাই অভ্যুত্থানের মধ্য দিয়ে নতুন করে ভোটের অধিকার ফিরে পেয়েছে। এই অধিকার সুরক্ষায় সশস্ত্র বাহিনীর ভূমিকা অত্যন্ত গুরুত্বপূর্ণ। xyxy=(431,652,610,710)
article-paragraph: প্রধান উপদেষ্টা মুক্তিযুদ্ধ ও জুলাই-আগস্টের ছাত্র-জনতার অভ্যুত্থানে সশস্ত্র বাহিনীর প্রতি শ্রদ্ধা জানান এবং দেশের শান্তি ও স্থিতিশীলতা রক্ষায় বাহিনীর কৃতজ্ঞতার সঙ্গে স্মরণ করেন। xyxy=(431,603,610,633)
article-paragraph: নির্বাচন কমিশনার আরও বলেন, প্রায় দেড় মাস আগে নির্বাচনের তফসিল ঘোষণা করা হয়েছে। এ সময়ে বড় কোনো ধরনের অনভিপ্রেত ঘটনা কমিশনের নজরে আসেনি। তিনি আশা প্রকাশ করেন, পরিবর্তিত পরিবেশে ভোটাররা কেন্দ্রে এসে ভোট দেবেন। xyxy=(12,311,232,350)
continued-label: প্রথম পৃষ্ঠার পর xyxy=(498,521,543,531)
article xyxy=(12,1017,232,1284)
column-1 xyxy=(6,88,238,1452)
article-paragraph: মোহাম্মদপুর থানার আদালতের সাধারণ নিবন্ধন শাখার কর্মকর্তা পুলিশের উপ-পরিদর্শক মিজানুর রহমান বাদসাকে বিষয়টি নিশ্চিত করেছেন। xyxy=(431,379,610,409)
article-paragraph: অনুষ্ঠানে আরও উপস্থিত ছিলেন ডাক ও টেলিযোগাযোগ বিভাগের সচিব, বিটিআরসির চেয়ারম্যানসহ সংশ্লিষ্ট ঊর্ধ্বতন কর্মকর্তারা। তারা বলেন, সাশ্রয়ী ইন্টারনেট সাধারণ মানুষের অধিকার; এ অধিকার নিশ্চিত করতে নীতিগত সব সহায়তা অব্যাহত থাকবে। xyxy=(245,515,418,564)
article-paragraph: তিনি বলেন, কোনো কিছু অর্জন করতে হলে আন্দোলনের বিকল্প নেই। সব পেশাজীবী মানুষের মতামত নিয়ে অধ্যাদেশটিকে দ্রুত আইনে রূপান্তর করা জরুরি। এ জন্য সামাজিক আন্দোলন গড়ে তুলতে হবে। xyxy=(12,564,232,594)
article-paragraph: হোসেন, তথ্য ও যোগাযোগ প্রযুক্তি অধিদপ্তরের মহাপরিচালক মো. আবু সাঈদ, তথ্য ও যোগাযোগ প্রযুক্তির বিভাগের অতিরিক্ত সচিব মো. মামুনুর রশীদ ভূঞাসহ আইসিটি বিভাগের ঊর্ধ্বতন কর্মকর্তা, প্রকল্প সংশ্লিষ্ট প্রতিনিধি ও আমন্ত্রিত অতিথিবৃন্দ উপস্থিত ছিলেন। xyxy=(245,564,418,612)
article xyxy=(431,88,610,263)
article-paragraph: আইনশৃঙ্খলা বাহিনীর পাশাপাশি নির্বাচন কমিশনকে কাজে সহযোগিতা করবে বিএনসিসির সদস্যরা। তাদের বিষয়ে খুব নিকটবর্তী সময়ে চিঠি দেওয়া হবে বলে জানান ইসি। xyxy=(12,1187,232,1216)
article-paragraph: তিনি বলেন, জুলাই গণঅভ্যুত্থানের পর আমাদের সামনে আগামী ১২ ফেব্রুয়ারি আরেকটি ক্রান্তিকাল হিসেবে উপস্থিত হয়েছে। ৫ আগস্ট যেমন xyxy=(12,1352,232,1372)
logo-wordmark xyxy=(733,29,933,72)
article-paragraph: দেওয়া হবে বলে তিনি এসব কথা বলেন। পরে প্রধান উপদেষ্টার উপ-প্রেস সচিব আবুল কালাম আজাদ মজুমদার এ তথ্য জানান। xyxy=(431,535,610,565)
